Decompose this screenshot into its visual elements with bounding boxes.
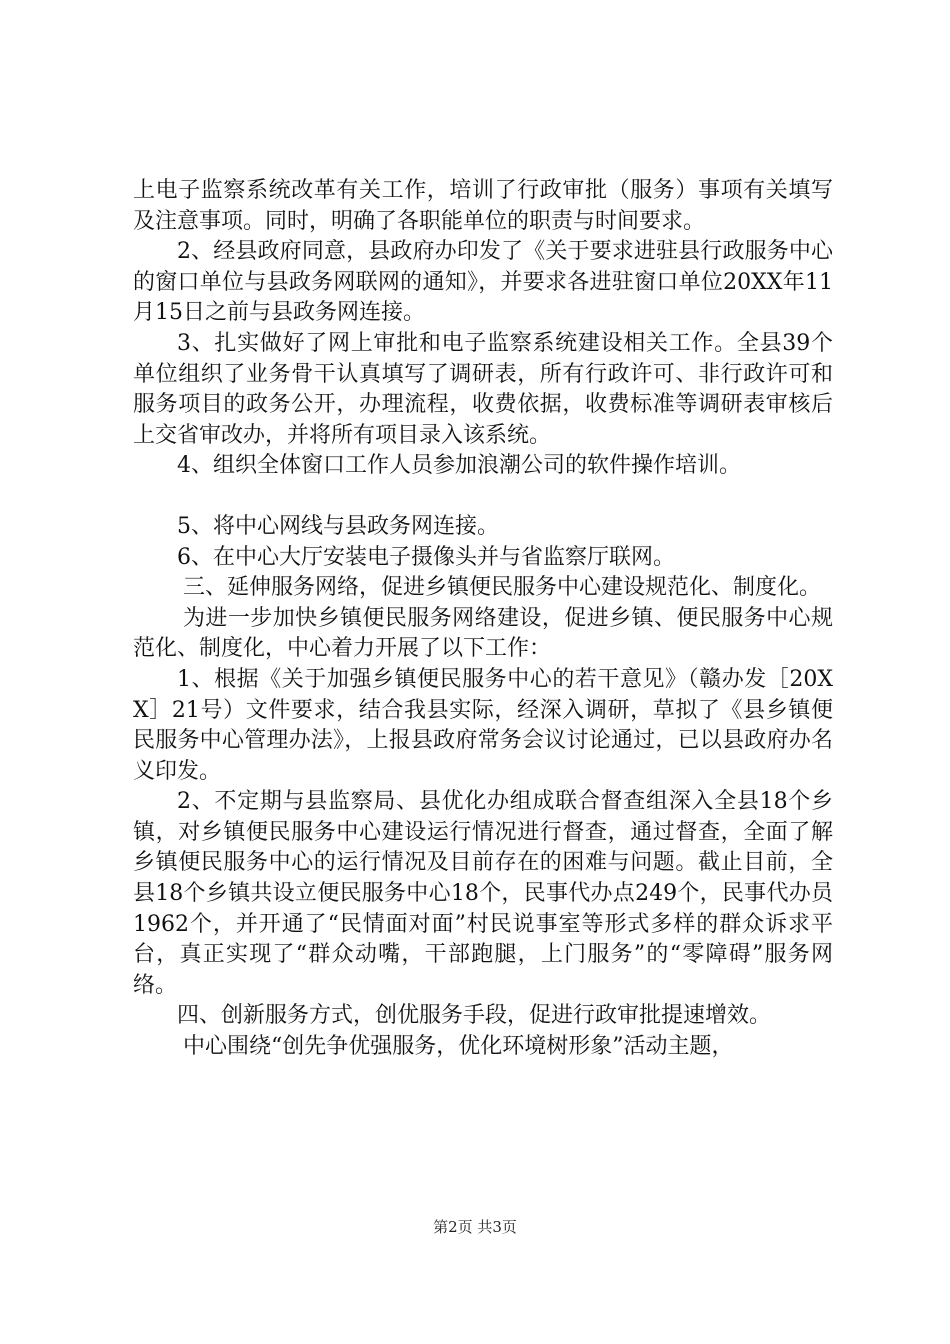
paragraph-continued: 上电子监察系统改革有关工作，培训了行政审批（服务）事项有关填写及注意事项。同时，明确了各职能单位的职责与时间要求。 (133, 178, 833, 234)
paragraph-item-4: 4、组织全体窗口工作人员参加浪潮公司的软件操作培训。 (177, 453, 741, 479)
page-number-footer: 第2页 共3页 (433, 1218, 517, 1236)
document-body (133, 176, 833, 1063)
paragraph-item-5: 5、将中心网线与县政务网连接。 (177, 513, 499, 539)
section-heading-3: 三、延伸服务网络，促进乡镇便民服务中心建设规范化、制度化。 (183, 575, 822, 601)
paragraph-item-2: 2、经县政府同意，县政府办印发了《关于要求进驻县行政服务中心的窗口单位与县政务网联网的通知》，并要求各进驻窗口单位20XX年11月15日之前与县政务网连接。 (133, 239, 833, 326)
section-heading-4: 四、创新服务方式，创优服务手段，促进行政审批提速增效。 (177, 1003, 772, 1029)
paragraph-item-3: 3、扎实做好了网上审批和电子监察系统建设相关工作。全县39个单位组织了业务骨干认真填写了调研表，所有行政许可、非行政许可和服务项目的政务公开，办理流程，收费依据，收费标准等调研表审核后上交省审改办，并将所有项目录入该系统。 (133, 330, 833, 448)
paragraph-intro: 为进一步加快乡镇便民服务网络建设，促进乡镇、便民服务中心规范化、制度化，中心着力开展了以下工作： (133, 605, 833, 662)
paragraph-sub-item-1: 1、根据《关于加强乡镇便民服务中心的若干意见》（赣办发［20XX］21号）文件要求，结合我县实际，经深入调研，草拟了《县乡镇便民服务中心管理办法》，上报县政府常务会议讨论通过，已以县政府办名义印发。 (133, 666, 833, 784)
paragraph-item-6: 6、在中心大厅安装电子摄像头并与省监察厅联网。 (177, 544, 675, 570)
paragraph-closing: 中心围绕“创先争优强服务，优化环境树形象”活动主题， (183, 1034, 734, 1060)
paragraph-sub-item-2: 2、不定期与县监察局、县优化办组成联合督查组深入全县18个乡镇，对乡镇便民服务中心建设运行情况进行督查，通过督查，全面了解乡镇便民服务中心的运行情况及目前存在的困难与问题。截止目前，全县18个乡镇共设立便民服务中心18个，民事代办点249个，民事代办员1962个，并开通了“民情面对面”村民说事室等形式多样的群众诉求平台，真正实现了“群众动嘴，干部跑腿，上门服务”的“零障碍”服务网络。 (133, 789, 833, 998)
